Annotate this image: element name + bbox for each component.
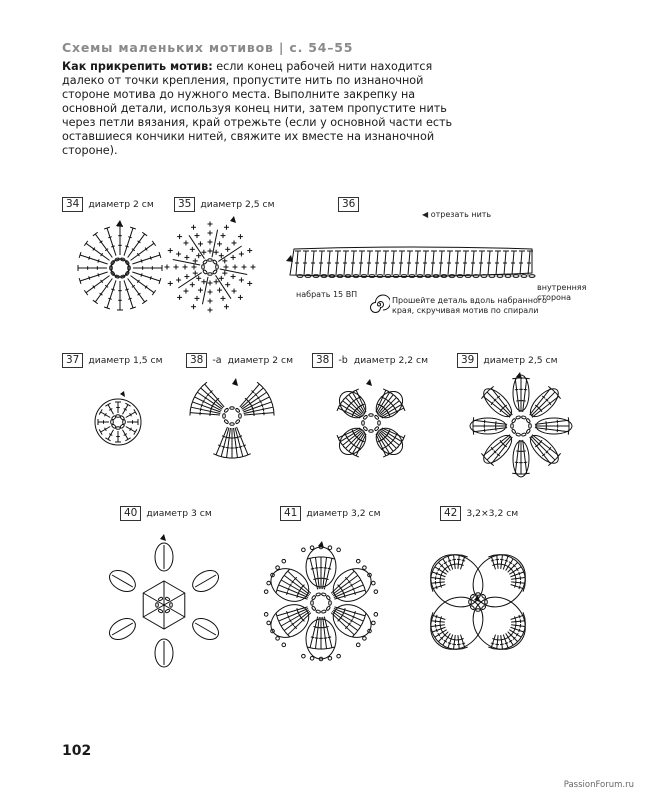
motif-label-42 (440, 506, 518, 521)
motif-41-diagram (258, 540, 384, 666)
motif-number: 38 (186, 353, 207, 368)
motif-number: 41 (280, 506, 301, 521)
motif-36-diagram (282, 235, 542, 285)
sew-note-line-2: края, скручивая мотив по спирали (392, 306, 539, 315)
motif-label-40 (120, 506, 212, 521)
motif-label-38a (186, 353, 293, 368)
motif-label-34 (62, 197, 154, 212)
motif-size: диаметр 2 см (227, 355, 294, 366)
motif-label-39 (457, 353, 558, 368)
motif-37-diagram (88, 390, 148, 450)
motif-number: 35 (174, 197, 195, 212)
motif-number: 37 (62, 353, 83, 368)
sew-note (392, 296, 547, 316)
motif-34-diagram (70, 218, 170, 318)
instruction-title: Как прикрепить мотив: (62, 60, 213, 73)
cut-note-text: отрезать нить (430, 210, 492, 219)
motif-42-diagram (414, 540, 544, 670)
motif-label-41 (280, 506, 381, 521)
watermark: PassionForum.ru (563, 780, 634, 790)
motif-number: 36 (338, 197, 359, 212)
cut-thread-note (422, 210, 491, 220)
motif-number: 42 (440, 506, 461, 521)
motif-number: 34 (62, 197, 83, 212)
sew-note-line-1: Прошейте деталь вдоль набранного (392, 296, 547, 305)
motif-variant: -b (338, 355, 348, 366)
motif-40-diagram (100, 533, 228, 673)
motif-size: 3,2×3,2 см (466, 508, 519, 519)
motif-number: 40 (120, 506, 141, 521)
motif-size: диаметр 2 см (88, 199, 154, 210)
motif-label-38b (312, 353, 428, 368)
inner-side-note: внутренняя сторона (537, 283, 587, 302)
motif-35-diagram (160, 215, 260, 320)
motif-38b-diagram (326, 378, 416, 468)
spiral-icon (368, 293, 390, 315)
instruction-paragraph (62, 60, 462, 158)
motif-number: 39 (457, 353, 478, 368)
motif-label-36 (338, 197, 364, 212)
instruction-body: если конец рабочей нити находится далеко от точки крепления, пропустите нить по изнаночной стороне мотива до нужного места. Выполните закрепку на основной детали, используя конец нити, затем пропустите нить через петли вязания, край отрежьте (если у основной части есть оставшиеся кончики нитей, свяжите их вместе на изнаночной стороне). (62, 60, 453, 157)
motif-39-diagram (466, 371, 576, 481)
motif-size: диаметр 3,2 см (306, 508, 381, 519)
section-header: Схемы маленьких мотивов | с. 54–55 (62, 40, 354, 55)
motif-size: диаметр 3 см (146, 508, 212, 519)
motif-size: диаметр 2,5 см (200, 199, 275, 210)
motif-number: 38 (312, 353, 333, 368)
chain-note: набрать 15 ВП (296, 290, 358, 299)
motif-size: диаметр 2,5 см (483, 355, 558, 366)
motif-label-35 (174, 197, 275, 212)
motif-size: диаметр 1,5 см (88, 355, 163, 366)
motif-label-37 (62, 353, 163, 368)
page-number: 102 (62, 743, 92, 759)
cut-arrow-icon: ◀ (422, 210, 429, 219)
motif-size: диаметр 2,2 см (353, 355, 428, 366)
motif-38a-diagram (180, 376, 280, 468)
motif-variant: -a (212, 355, 222, 366)
